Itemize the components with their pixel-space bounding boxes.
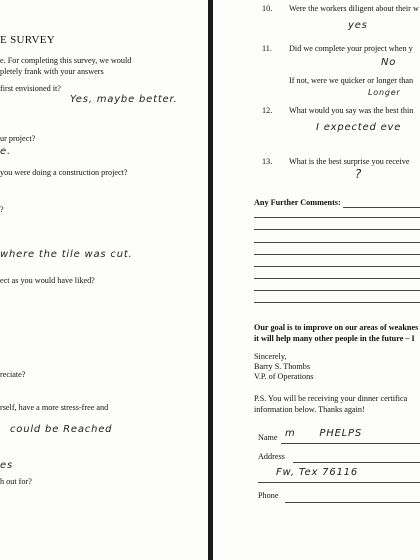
survey-title: E SURVEY: [0, 34, 55, 46]
address-field-line: [293, 462, 420, 463]
answer-1: Yes, maybe better.: [70, 94, 178, 105]
q13-answer: ?: [355, 167, 363, 181]
q11-subtext: If not, were we quicker or longer than: [289, 76, 414, 85]
comments-line: [254, 302, 420, 303]
goal-line-1: Our goal is to improve on our areas of weaknes: [254, 323, 419, 332]
q13-text: What is the best surprise you receive: [289, 157, 410, 166]
comments-line: [254, 229, 420, 230]
q10-text: Were the workers diligent about their w: [289, 4, 419, 13]
comments-line: [254, 217, 420, 218]
comments-line: [254, 242, 420, 243]
ps-line-2: information below. Thanks again!: [254, 405, 365, 414]
question-fragment-2: ur project?: [0, 134, 36, 143]
answer-2: e.: [0, 146, 11, 157]
name-field-line: [281, 443, 420, 444]
q10-number: 10.: [262, 4, 273, 13]
comments-line: [254, 266, 420, 267]
q12-number: 12.: [262, 106, 273, 115]
q13-number: 13.: [262, 157, 273, 166]
question-fragment-5: ect as you would have liked?: [0, 276, 95, 285]
comments-line: [254, 278, 420, 279]
name-value[interactable]: m PHELPS: [285, 428, 363, 439]
answer-4: could be Reached: [10, 424, 113, 435]
question-fragment-4: ?: [0, 205, 4, 214]
comments-line: [254, 290, 420, 291]
question-fragment-7: rself, have a more stress-free and: [0, 403, 109, 412]
goal-line-2: it will help many other people in the future – I: [254, 334, 415, 343]
q12-text: What would you say was the best thin: [289, 106, 414, 115]
name-label: Name: [258, 433, 278, 442]
comments-label: Any Further Comments:: [254, 198, 341, 207]
survey-left-page: [0, 0, 208, 560]
q11-answer: No: [381, 57, 397, 68]
ps-line-1: P.S. You will be receiving your dinner certifica: [254, 394, 408, 403]
signoff-title: V.P. of Operations: [254, 372, 314, 381]
survey-right-page: [213, 0, 420, 560]
q11-number: 11.: [262, 44, 272, 53]
address-value[interactable]: Fw, Tex 76116: [276, 467, 358, 478]
q12-answer: I expected eve: [316, 122, 402, 133]
intro-line-1: e. For completing this survey, we would: [0, 56, 132, 65]
q11-text: Did we complete your project when y: [289, 44, 413, 53]
answer-3: where the tile was cut.: [0, 249, 133, 260]
answer-5: es: [0, 460, 13, 471]
q11-answer-2: Longer: [368, 88, 401, 97]
question-fragment-1: first envisioned it?: [0, 84, 61, 93]
question-fragment-3: you were doing a construction project?: [0, 168, 128, 177]
phone-label: Phone: [258, 491, 279, 500]
question-fragment-6: reciate?: [0, 370, 26, 379]
address-label: Address: [258, 452, 285, 461]
signoff-name: Barry S. Thombs: [254, 362, 311, 371]
q10-answer: yes: [348, 20, 368, 31]
question-fragment-8: h out for?: [0, 477, 32, 486]
comments-line: [343, 207, 420, 208]
signoff-sincerely: Sincerely,: [254, 352, 287, 361]
address-field-line-2: [258, 482, 420, 483]
intro-line-2: pletely frank with your answers: [0, 67, 104, 76]
phone-field-line[interactable]: [285, 502, 420, 503]
comments-line: [254, 254, 420, 255]
